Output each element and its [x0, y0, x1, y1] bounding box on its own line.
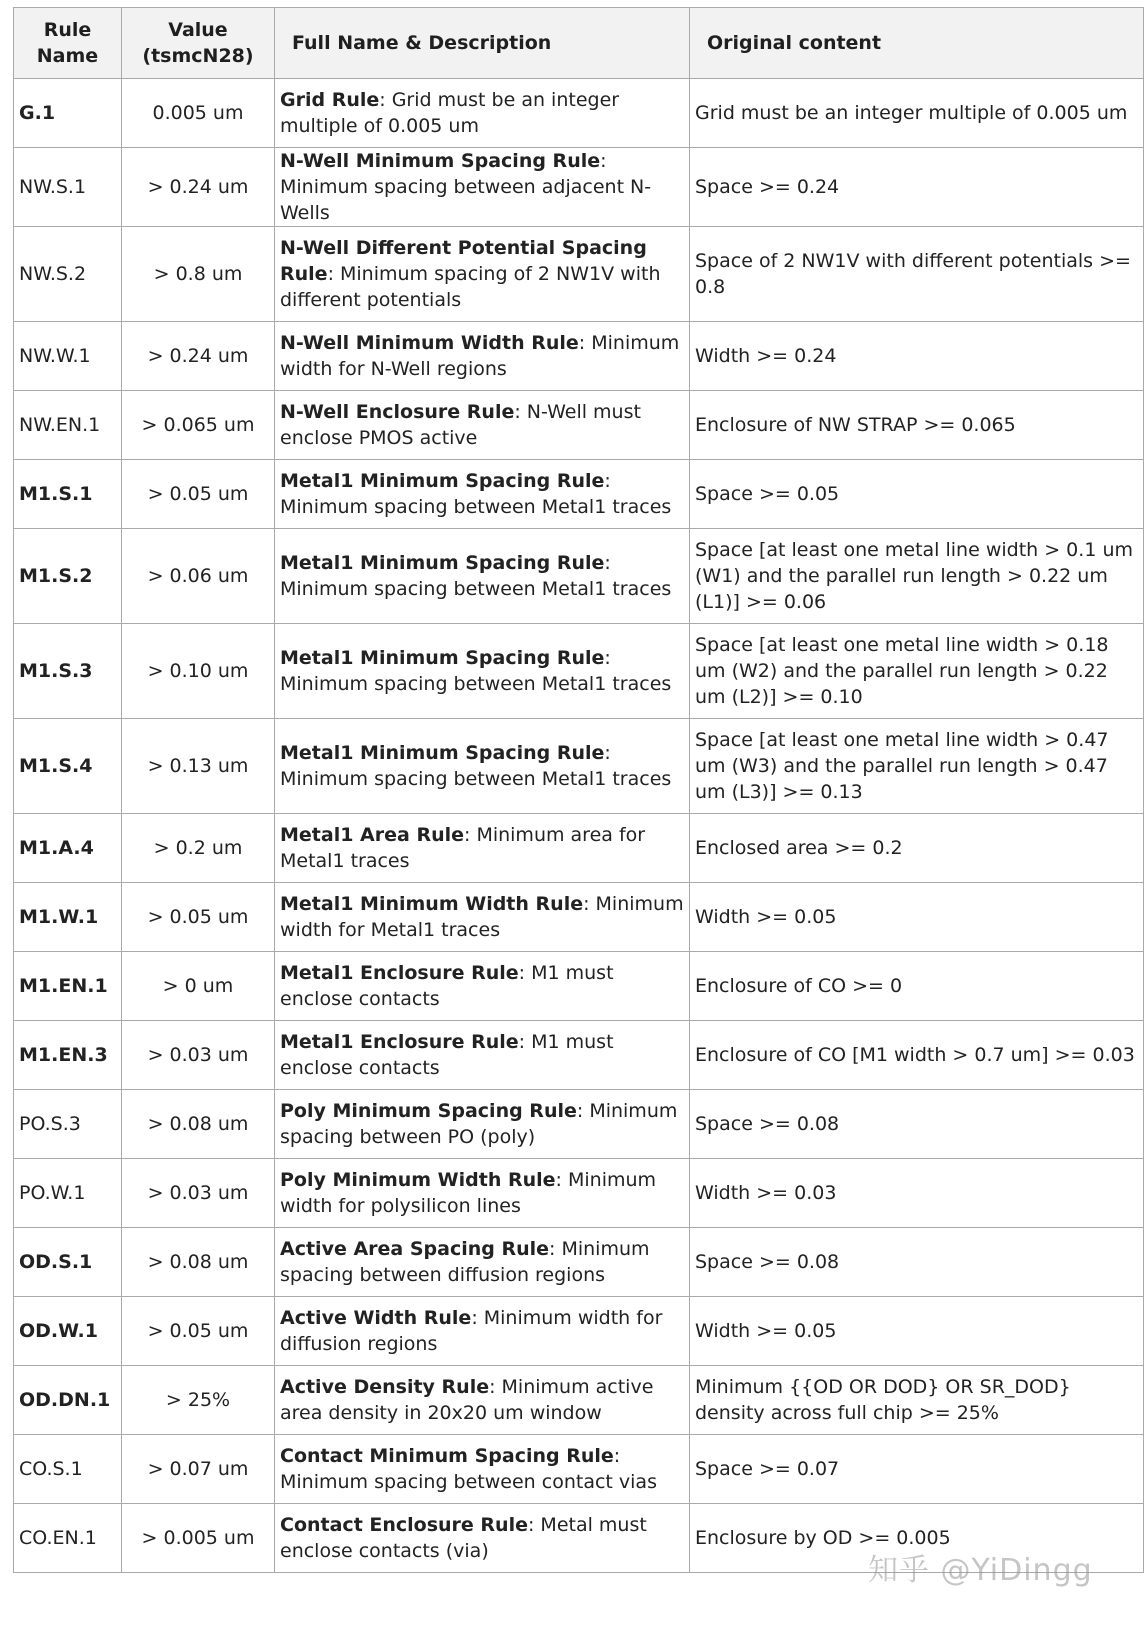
table-row	[14, 1297, 1144, 1366]
header-description: Full Name & Description	[275, 8, 690, 79]
rule-title: Poly Minimum Spacing Rule	[280, 1100, 577, 1122]
rule-title: Metal1 Minimum Spacing Rule	[280, 470, 605, 492]
rule-value-cell: > 0.13 um	[122, 719, 275, 814]
rule-description-text: : Minimum spacing between Metal1 traces	[280, 552, 672, 600]
rule-description-cell	[275, 148, 690, 227]
rule-value-cell: > 0.24 um	[122, 322, 275, 391]
rule-value-cell: > 0.05 um	[122, 1297, 275, 1366]
table-row	[14, 1090, 1144, 1159]
watermark: 知乎 @YiDingg	[868, 1553, 1093, 1588]
rule-description-text: : Minimum spacing between Metal1 traces	[280, 647, 672, 695]
original-content-cell: Space [at least one metal line width > 0.18 um (W2) and the parallel run length > 0.22 um (L2)] >= 0.10	[690, 624, 1144, 719]
rule-description-text: : Minimum spacing between Metal1 traces	[280, 470, 672, 518]
table-row	[14, 1159, 1144, 1228]
rule-description-cell	[275, 460, 690, 529]
rule-name-cell: PO.W.1	[14, 1159, 122, 1228]
original-content-cell: Width >= 0.03	[690, 1159, 1144, 1228]
rule-name-cell: M1.S.3	[14, 624, 122, 719]
rule-description-cell	[275, 1228, 690, 1297]
rule-name-cell: M1.EN.1	[14, 952, 122, 1021]
rule-value-cell: > 25%	[122, 1366, 275, 1435]
rule-name-cell: PO.S.3	[14, 1090, 122, 1159]
table-row	[14, 227, 1144, 322]
rule-description-text: : Minimum spacing between contact vias	[280, 1445, 657, 1493]
original-content-cell: Width >= 0.05	[690, 1297, 1144, 1366]
rule-description-cell	[275, 624, 690, 719]
rule-name-cell: CO.S.1	[14, 1435, 122, 1504]
rule-name-cell: M1.A.4	[14, 814, 122, 883]
rule-description-text: : Minimum spacing between diffusion regions	[280, 1238, 650, 1286]
rule-value-cell: > 0 um	[122, 952, 275, 1021]
rule-description-text: : Minimum width for polysilicon lines	[280, 1169, 657, 1217]
table-row	[14, 952, 1144, 1021]
rule-description-text: : Minimum area for Metal1 traces	[280, 824, 646, 872]
rule-description-cell	[275, 391, 690, 460]
rule-description-cell	[275, 1021, 690, 1090]
rule-description-cell	[275, 1435, 690, 1504]
rule-title: Metal1 Enclosure Rule	[280, 1031, 519, 1053]
rule-title: Grid Rule	[280, 89, 380, 111]
rule-value-cell: > 0.08 um	[122, 1090, 275, 1159]
original-content-cell: Space >= 0.08	[690, 1228, 1144, 1297]
rule-name-cell: NW.EN.1	[14, 391, 122, 460]
rule-description-text: : M1 must enclose contacts	[280, 1031, 614, 1079]
rule-title: Metal1 Area Rule	[280, 824, 464, 846]
rule-description-cell	[275, 529, 690, 624]
rule-name-cell: G.1	[14, 79, 122, 148]
table-row	[14, 1435, 1144, 1504]
rule-description-text: : Minimum spacing of 2 NW1V with different potentials	[280, 263, 661, 311]
table-row	[14, 460, 1144, 529]
header-original-content: Original content	[690, 8, 1144, 79]
rule-description-cell	[275, 952, 690, 1021]
rule-title: Poly Minimum Width Rule	[280, 1169, 556, 1191]
design-rules-table	[13, 7, 1144, 1573]
rule-title: Metal1 Enclosure Rule	[280, 962, 519, 984]
rule-description-text: : Grid must be an integer multiple of 0.005 um	[280, 89, 620, 137]
rule-description-cell	[275, 227, 690, 322]
original-content-cell: Enclosure of NW STRAP >= 0.065	[690, 391, 1144, 460]
header-value: Value (tsmcN28)	[122, 8, 275, 79]
rule-value-cell: > 0.10 um	[122, 624, 275, 719]
rule-description-cell	[275, 1504, 690, 1573]
rule-name-cell: M1.S.2	[14, 529, 122, 624]
rule-title: Metal1 Minimum Width Rule	[280, 893, 584, 915]
rule-description-text: : M1 must enclose contacts	[280, 962, 614, 1010]
table-row	[14, 624, 1144, 719]
rule-title: N-Well Enclosure Rule	[280, 401, 515, 423]
rule-value-cell: > 0.06 um	[122, 529, 275, 624]
rules-table-container	[13, 7, 1143, 1573]
rule-value-cell: > 0.005 um	[122, 1504, 275, 1573]
original-content-cell: Space >= 0.05	[690, 460, 1144, 529]
rule-name-cell: M1.S.4	[14, 719, 122, 814]
rule-title: N-Well Different Potential Spacing Rule	[280, 237, 647, 285]
rule-description-cell	[275, 1297, 690, 1366]
original-content-cell: Space [at least one metal line width > 0.1 um (W1) and the parallel run length > 0.22 um (L1)] >= 0.06	[690, 529, 1144, 624]
rule-value-cell: > 0.08 um	[122, 1228, 275, 1297]
table-row	[14, 1504, 1144, 1573]
table-row	[14, 1021, 1144, 1090]
original-content-cell: Space of 2 NW1V with different potentials >= 0.8	[690, 227, 1144, 322]
rule-name-cell: M1.S.1	[14, 460, 122, 529]
rule-name-cell: NW.S.2	[14, 227, 122, 322]
rule-name-cell: M1.EN.3	[14, 1021, 122, 1090]
rule-description-text: : Minimum width for diffusion regions	[280, 1307, 663, 1355]
original-content-cell: Space >= 0.08	[690, 1090, 1144, 1159]
rule-title: Active Width Rule	[280, 1307, 472, 1329]
table-row	[14, 322, 1144, 391]
rule-name-cell: NW.S.1	[14, 148, 122, 227]
rule-description-cell	[275, 322, 690, 391]
rule-title: Active Area Spacing Rule	[280, 1238, 550, 1260]
rule-description-text: : Minimum spacing between Metal1 traces	[280, 742, 672, 790]
rule-title: Metal1 Minimum Spacing Rule	[280, 647, 605, 669]
rule-title: Contact Enclosure Rule	[280, 1514, 528, 1536]
rule-name-cell: NW.W.1	[14, 322, 122, 391]
rule-value-cell: > 0.24 um	[122, 148, 275, 227]
table-row	[14, 148, 1144, 227]
rule-value-cell: > 0.07 um	[122, 1435, 275, 1504]
rule-value-cell: > 0.065 um	[122, 391, 275, 460]
table-row	[14, 814, 1144, 883]
table-header-row	[14, 8, 1144, 79]
original-content-cell: Width >= 0.05	[690, 883, 1144, 952]
table-row	[14, 719, 1144, 814]
original-content-cell: Grid must be an integer multiple of 0.005 um	[690, 79, 1144, 148]
original-content-cell: Space >= 0.24	[690, 148, 1144, 227]
rule-description-cell	[275, 1090, 690, 1159]
rule-title: Contact Minimum Spacing Rule	[280, 1445, 614, 1467]
table-row	[14, 391, 1144, 460]
original-content-cell: Enclosure by OD >= 0.005	[690, 1504, 1144, 1573]
rule-description-cell	[275, 1366, 690, 1435]
rule-value-cell: > 0.05 um	[122, 460, 275, 529]
original-content-cell: Width >= 0.24	[690, 322, 1144, 391]
rule-description-cell	[275, 79, 690, 148]
original-content-cell: Space [at least one metal line width > 0.47 um (W3) and the parallel run length > 0.47 um (L3)] >= 0.13	[690, 719, 1144, 814]
rule-value-cell: > 0.03 um	[122, 1159, 275, 1228]
original-content-cell: Minimum {{OD OR DOD} OR SR_DOD} density across full chip >= 25%	[690, 1366, 1144, 1435]
rule-name-cell: M1.W.1	[14, 883, 122, 952]
original-content-cell: Enclosed area >= 0.2	[690, 814, 1144, 883]
rule-title: Metal1 Minimum Spacing Rule	[280, 552, 605, 574]
rule-value-cell: > 0.8 um	[122, 227, 275, 322]
rule-title: Metal1 Minimum Spacing Rule	[280, 742, 605, 764]
table-row	[14, 1366, 1144, 1435]
rule-description-cell	[275, 1159, 690, 1228]
rule-name-cell: OD.S.1	[14, 1228, 122, 1297]
rule-description-text: : Metal must enclose contacts (via)	[280, 1514, 647, 1562]
original-content-cell: Enclosure of CO [M1 width > 0.7 um] >= 0.03	[690, 1021, 1144, 1090]
rule-description-text: : N-Well must enclose PMOS active	[280, 401, 641, 449]
rule-description-text: : Minimum width for N-Well regions	[280, 332, 680, 380]
table-row	[14, 79, 1144, 148]
rule-description-text: : Minimum spacing between adjacent N-Wells	[280, 150, 652, 224]
rule-description-cell	[275, 814, 690, 883]
original-content-cell: Enclosure of CO >= 0	[690, 952, 1144, 1021]
rule-description-text: : Minimum width for Metal1 traces	[280, 893, 684, 941]
rule-value-cell: > 0.05 um	[122, 883, 275, 952]
rule-title: N-Well Minimum Spacing Rule	[280, 150, 601, 172]
rule-value-cell: > 0.03 um	[122, 1021, 275, 1090]
rule-name-cell: CO.EN.1	[14, 1504, 122, 1573]
rule-value-cell: 0.005 um	[122, 79, 275, 148]
rule-value-cell: > 0.2 um	[122, 814, 275, 883]
rule-title: N-Well Minimum Width Rule	[280, 332, 579, 354]
header-rule-name: Rule Name	[14, 8, 122, 79]
rule-title: Active Density Rule	[280, 1376, 490, 1398]
table-row	[14, 883, 1144, 952]
rule-description-cell	[275, 719, 690, 814]
rule-description-text: : Minimum active area density in 20x20 um window	[280, 1376, 654, 1424]
rule-name-cell: OD.W.1	[14, 1297, 122, 1366]
table-row	[14, 1228, 1144, 1297]
rule-name-cell: OD.DN.1	[14, 1366, 122, 1435]
rule-description-cell	[275, 883, 690, 952]
original-content-cell: Space >= 0.07	[690, 1435, 1144, 1504]
table-row	[14, 529, 1144, 624]
rule-description-text: : Minimum spacing between PO (poly)	[280, 1100, 678, 1148]
